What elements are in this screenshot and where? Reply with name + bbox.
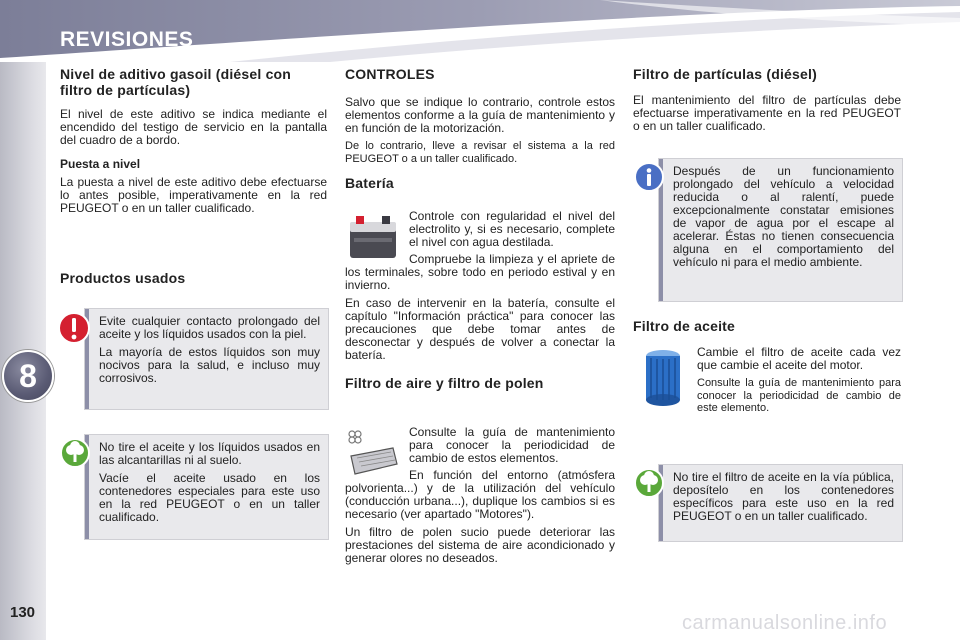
eco-right-text: No tire el filtro de aceite en la vía pública, deposítelo en los contenedores específicos para este uso en la red PEUGEOT o en un taller cualificado.: [673, 470, 894, 523]
productos-heading: Productos usados: [60, 270, 186, 286]
particulas-heading: Filtro de partículas (diésel): [633, 66, 817, 82]
controles-heading: CONTROLES: [345, 66, 435, 82]
aditivo-heading: Nivel de aditivo gasoil (diésel con filtro de partículas): [60, 66, 292, 98]
controles-text-1: Salvo que se indique lo contrario, controle estos elementos conforme a la guía de mantenimiento y en función de la motorización.: [345, 95, 615, 135]
warning-text-1: Evite cualquier contacto prolongado del aceite y los líquidos usados con la piel.: [99, 314, 320, 341]
eco-note-left: [84, 434, 329, 540]
aire-text-1: Consulte la guía de mantenimiento para conocer la periodicidad de cambio de estos elementos.: [409, 425, 615, 465]
aceite-block: [697, 346, 901, 415]
aceite-text-1: Cambie el filtro de aceite cada vez que cambie el aceite del motor.: [697, 345, 901, 372]
page-number: 130: [10, 604, 36, 621]
middle-column: [345, 66, 615, 191]
controles-text-2: De lo contrario, lleve a revisar el sistema a la red PEUGEOT o a un taller cualificado.: [345, 140, 615, 165]
right-column: [633, 66, 901, 133]
page-header: [0, 0, 960, 62]
bateria-text-2: Compruebe la limpieza y el apriete de los terminales, sobre todo en periodo estival y en invierno.: [345, 252, 615, 292]
bateria-heading: Batería: [345, 175, 394, 191]
aire-text-2: En función del entorno (atmósfera polvorienta...) y de la utilización del vehículo (conducción urbana...), duplique los cambios si es necesario (ver apartado "Motores").: [345, 468, 615, 521]
puesta-heading: Puesta a nivel: [60, 157, 141, 171]
eco-left-text-1: No tire el aceite y los líquidos usados en las alcantarillas ni al suelo.: [99, 440, 320, 467]
aire-block: [345, 426, 615, 565]
eco-tree-icon-right: [634, 468, 664, 498]
eco-left-text-2: Vacíe el aceite usado en los contenedores especiales para este uso en la red PEUGEOT o en un taller cualificado.: [99, 471, 320, 524]
aceite-text-2: Consulte la guía de mantenimiento para conocer la periodicidad de cambio de este elemento.: [697, 377, 901, 414]
particulas-text: El mantenimiento del filtro de partículas debe efectuarse imperativamente en la red PEUGEOT o en un taller cualificado.: [633, 93, 901, 133]
warning-text-2: La mayoría de estos líquidos son muy nocivos para la salud, e incluso muy corrosivos.: [99, 345, 320, 385]
eco-note-right: [658, 464, 903, 542]
watermark-text: carmanualsonline.info: [682, 612, 888, 634]
bateria-text-1: Controle con regularidad el nivel del electrolito y, si es necesario, complete el nivel con agua destilada.: [409, 209, 615, 249]
aditivo-text: El nivel de este aditivo se indica mediante el encendido del testigo de servicio en la pantalla del cuadro de a bordo.: [60, 107, 327, 147]
bateria-block: [345, 210, 615, 391]
puesta-text: La puesta a nivel de este aditivo debe efectuarse lo antes posible, imperativamente en la red PEUGEOT o en un taller cualificado.: [60, 175, 327, 215]
info-text: Después de un funcionamiento prolongado del vehículo a velocidad reducida o al ralentí, puede excepcionalmente constatar emisiones de vapor de agua por el escape al acelerar. Éstas no tienen consecuencia alguna en el comportamiento del vehículo ni para el medio ambiente.: [673, 164, 894, 269]
warning-icon: [58, 312, 90, 344]
aceite-heading: Filtro de aceite: [633, 318, 736, 334]
aire-heading: Filtro de aire y filtro de polen: [345, 375, 544, 391]
info-note: [658, 158, 903, 302]
warning-note: [84, 308, 329, 410]
bateria-text-3: En caso de intervenir en la batería, consulte el capítulo "Información práctica" para conocer las precauciones que debe tomar antes de desconectar y después de volver a conectar la batería.: [345, 296, 615, 362]
left-column: [60, 66, 327, 215]
page-title: REVISIONES: [60, 28, 194, 51]
chapter-badge: 8: [2, 350, 54, 402]
eco-tree-icon: [60, 438, 90, 468]
oil-filter-icon: [640, 348, 686, 408]
info-icon: [634, 162, 664, 192]
aire-text-3: Un filtro de polen sucio puede deteriorar las prestaciones del sistema de aire acondicionado y generar olores no deseados.: [345, 525, 615, 565]
